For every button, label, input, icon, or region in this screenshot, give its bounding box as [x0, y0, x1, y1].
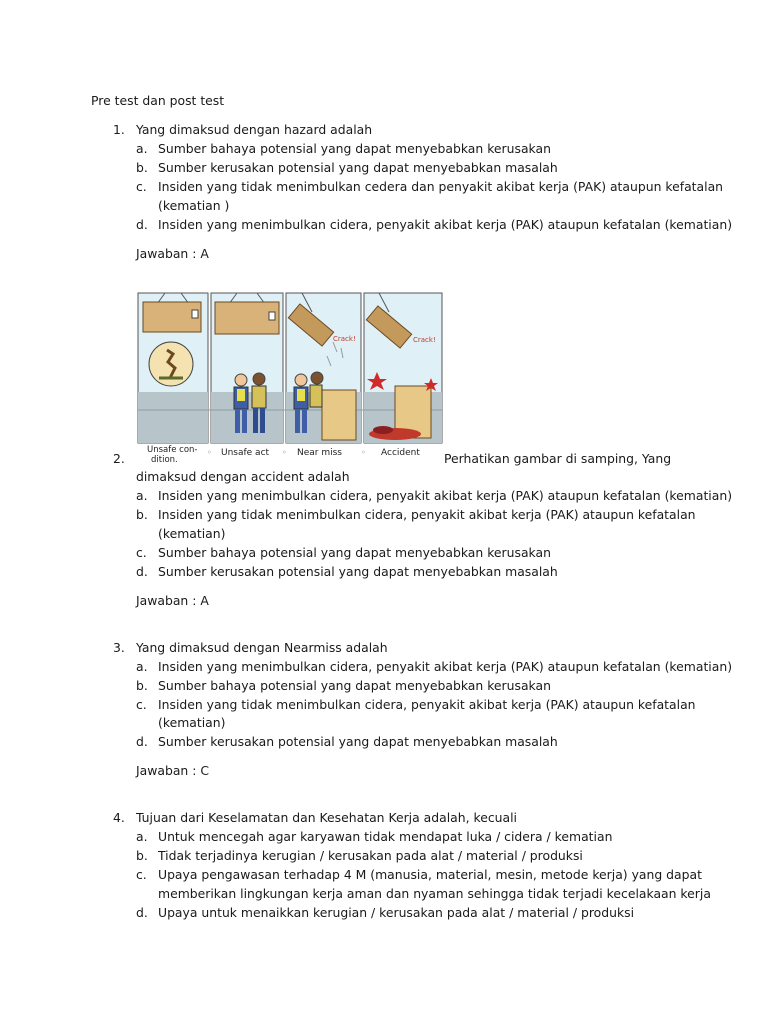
question-text: Perhatikan gambar di samping, Yang — [444, 451, 672, 466]
option-letter: b. — [136, 160, 148, 175]
option-letter: b. — [136, 507, 148, 522]
answer-text: Jawaban : C — [136, 763, 209, 778]
answer-text: Jawaban : A — [136, 246, 209, 261]
document-title: Pre test dan post test — [91, 93, 225, 108]
option-text: Insiden yang menimbulkan cidera, penyakit akibat kerja (PAK) ataupun kefatalan (kematian) — [158, 659, 733, 674]
arrow-icon: ◦ — [207, 448, 212, 457]
option-text: Insiden yang tidak menimbulkan cedera dan penyakit akibat kerja (PAK) ataupun kefatalan — [158, 179, 724, 194]
option-text: Sumber bahaya potensial yang dapat menyebabkan kerusakan — [158, 678, 551, 693]
option-letter: b. — [136, 678, 148, 693]
arrow-icon: ◦ — [361, 448, 366, 457]
option-text: Tidak terjadinya kerugian / kerusakan pada alat / material / produksi — [158, 848, 583, 863]
question-number: 1. — [113, 122, 125, 137]
sound-effect-label: Crack! — [333, 335, 356, 343]
option-letter: d. — [136, 217, 148, 232]
option-letter: c. — [136, 697, 147, 712]
option-letter: a. — [136, 488, 148, 503]
panel-label: Accident — [381, 448, 420, 458]
panel-label: Near miss — [297, 448, 342, 458]
option-text-continued: (kematian) — [158, 715, 226, 730]
option-text: Insiden yang menimbulkan cidera, penyakit akibat kerja (PAK) ataupun kefatalan (kematian) — [158, 217, 733, 232]
arrow-icon: ◦ — [282, 448, 287, 457]
option-text: Sumber bahaya potensial yang dapat menyebabkan kerusakan — [158, 545, 551, 560]
panel-label: Unsafe con- — [147, 445, 198, 455]
option-letter: a. — [136, 141, 148, 156]
question-text: Tujuan dari Keselamatan dan Kesehatan Kerja adalah, kecuali — [136, 810, 517, 825]
option-text: Sumber kerusakan potensial yang dapat menyebabkan masalah — [158, 160, 558, 175]
question-text-continued: dimaksud dengan accident adalah — [136, 469, 350, 484]
option-letter: a. — [136, 829, 148, 844]
option-text: Upaya untuk menaikkan kerugian / kerusakan pada alat / material / produksi — [158, 905, 635, 920]
option-text: Sumber bahaya potensial yang dapat menyebabkan kerusakan — [158, 141, 551, 156]
question-text: Yang dimaksud dengan hazard adalah — [136, 122, 373, 137]
option-letter: c. — [136, 545, 147, 560]
option-text: Upaya pengawasan terhadap 4 M (manusia, material, mesin, metode kerja) yang dapat — [158, 867, 702, 882]
option-text-continued: (kematian) — [158, 526, 226, 541]
question-number: 3. — [113, 640, 125, 655]
option-text: Sumber kerusakan potensial yang dapat menyebabkan masalah — [158, 734, 558, 749]
question-number: 4. — [113, 810, 125, 825]
option-letter: a. — [136, 659, 148, 674]
answer-text: Jawaban : A — [136, 593, 209, 608]
option-text: Sumber kerusakan potensial yang dapat menyebabkan masalah — [158, 564, 558, 579]
option-letter: d. — [136, 564, 148, 579]
option-text: Insiden yang menimbulkan cidera, penyakit akibat kerja (PAK) ataupun kefatalan (kematian) — [158, 488, 733, 503]
option-text: Insiden yang tidak menimbulkan cidera, penyakit akibat kerja (PAK) ataupun kefatalan — [158, 697, 696, 712]
safety-comic-illustration — [137, 292, 443, 466]
question-number: 2. — [113, 451, 125, 466]
option-text: Untuk mencegah agar karyawan tidak mendapat luka / cidera / kematian — [158, 829, 613, 844]
option-letter: c. — [136, 867, 147, 882]
option-text-continued: (kematian ) — [158, 198, 230, 213]
panel-label: dition. — [151, 455, 178, 465]
option-text-continued: memberikan lingkungan kerja aman dan nyaman sehingga tidak terjadi kecelakaan kerja — [158, 886, 711, 901]
question-text: Yang dimaksud dengan Nearmiss adalah — [136, 640, 388, 655]
option-letter: c. — [136, 179, 147, 194]
option-letter: d. — [136, 734, 148, 749]
sound-effect-label: Crack! — [413, 336, 436, 344]
panel-label: Unsafe act — [221, 448, 270, 458]
option-text: Insiden yang tidak menimbulkan cidera, penyakit akibat kerja (PAK) ataupun kefatalan — [158, 507, 696, 522]
option-letter: b. — [136, 848, 148, 863]
option-letter: d. — [136, 905, 148, 920]
